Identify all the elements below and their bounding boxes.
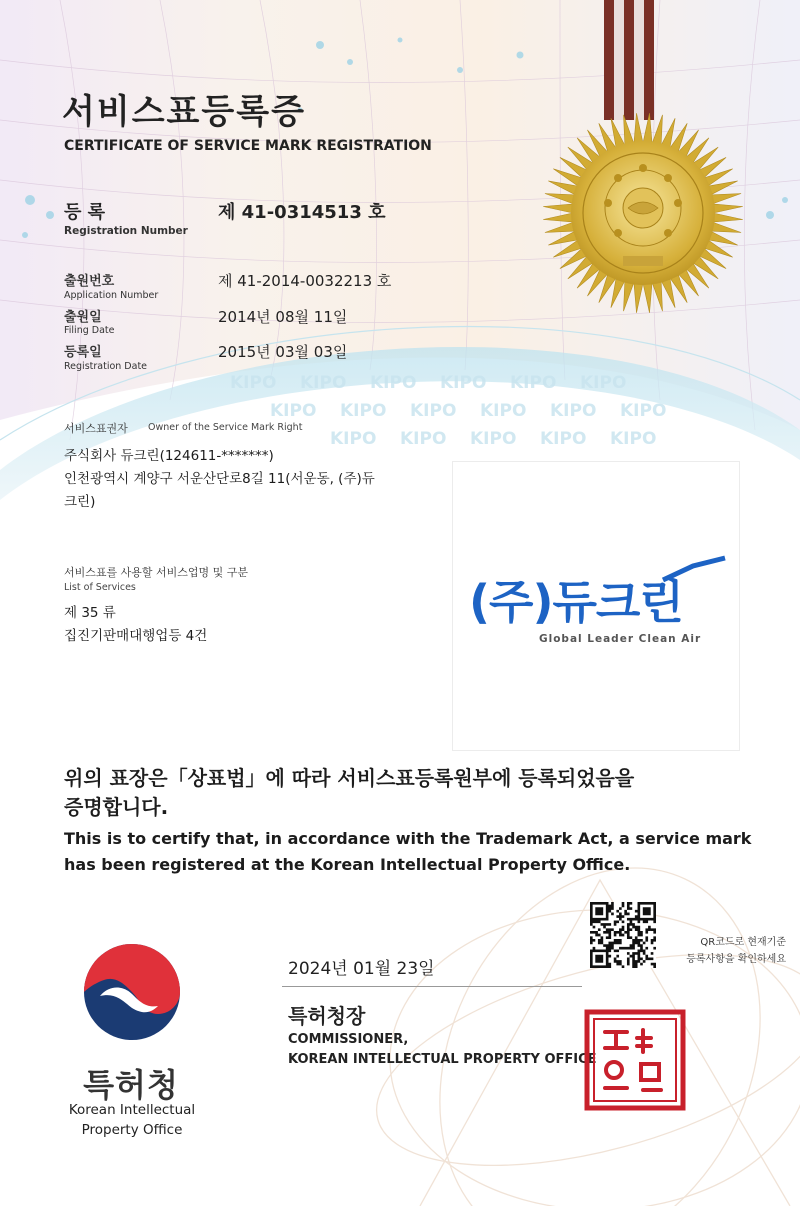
certification-statement-korean [64, 764, 764, 822]
commissioner-line2: KOREAN INTELLECTUAL PROPERTY OFFICE [288, 1052, 597, 1067]
registration-number: 제 41-0314513 호 [218, 202, 386, 223]
commissioner-title-korean: 특허청장 [288, 1004, 366, 1028]
qr-line2: 등록사항을 확인하세요 [686, 954, 786, 965]
duclean-logo [453, 462, 739, 750]
watermark-text: KIPO [340, 401, 387, 421]
services-description: 집진기판매대행업등 4건 [64, 628, 208, 644]
owner-name: 주식회사 듀크린(124611-*******) [64, 448, 274, 464]
registration-sublabel: Registration Number [64, 225, 188, 237]
owner-sublabel: Owner of the Service Mark Right [148, 422, 303, 433]
watermark-text: KIPO [550, 401, 597, 421]
kipo-line1: Korean Intellectual [68, 1102, 196, 1118]
commissioner-title-english [288, 1030, 597, 1070]
watermark-text: KIPO [440, 373, 487, 393]
application-label: 출원번호 [64, 274, 115, 289]
qr-code-icon[interactable] [590, 902, 656, 968]
owner-address-line1: 인천광역시 계양구 서운산단로8길 11(서운동, (주)듀 [64, 471, 375, 487]
commissioner-line1: COMMISSIONER, [288, 1032, 409, 1047]
certificate-title-english: CERTIFICATE OF SERVICE MARK REGISTRATION [64, 138, 432, 154]
logo-tagline: Global Leader Clean Air [539, 633, 702, 645]
services-sublabel: List of Services [64, 582, 136, 593]
ribbon-decoration [604, 0, 654, 120]
issue-date: 2024년 01월 23일 [288, 959, 435, 979]
watermark-text: KIPO [370, 373, 417, 393]
application-number: 제 41-2014-0032213 호 [218, 272, 392, 290]
registration-date: 2015년 03월 03일 [218, 343, 348, 361]
gold-seal-icon [538, 108, 748, 318]
watermark-text: KIPO [230, 373, 277, 393]
divider [282, 986, 582, 987]
watermark-text: KIPO [510, 373, 557, 393]
owner-label: 서비스표권자 [64, 422, 128, 435]
certificate-title: 서비스표등록증 [62, 92, 306, 132]
services-class: 제 35 류 [64, 605, 116, 621]
service-mark-image [452, 461, 740, 751]
registration-date-sublabel: Registration Date [64, 361, 148, 372]
kipo-name-korean: 특허청 [83, 1066, 179, 1104]
watermark-text: KIPO [470, 429, 517, 449]
kipo-line2: Property Office [81, 1122, 183, 1138]
watermark-text: KIPO [410, 401, 457, 421]
certification-korean-line2: 증명합니다. [64, 795, 169, 819]
logo-brand-text: (주)듀크린 [469, 575, 683, 629]
certification-statement-english [64, 826, 784, 878]
filing-label: 출원일 [64, 310, 102, 325]
official-stamp-icon [583, 1008, 687, 1112]
certification-english-line2: has been registered at the Korean Intellectual Property Office. [64, 855, 631, 874]
qr-line1: QR코드로 현재기준 [700, 937, 786, 948]
filing-sublabel: Filing Date [64, 325, 115, 336]
services-label: 서비스표를 사용할 서비스업명 및 구분 [64, 566, 249, 579]
watermark-text: KIPO [270, 401, 317, 421]
watermark-text: KIPO [540, 429, 587, 449]
kipo-name-english [54, 1100, 210, 1140]
watermark-text: KIPO [400, 429, 447, 449]
watermark-text: KIPO [480, 401, 527, 421]
registration-label: 등 록 [64, 202, 106, 223]
watermark-text: KIPO [330, 429, 377, 449]
filing-date: 2014년 08월 11일 [218, 308, 348, 326]
kipo-emblem-icon [80, 940, 184, 1044]
qr-instructions [664, 934, 786, 968]
watermark-text: KIPO [610, 429, 657, 449]
certification-english-line1: This is to certify that, in accordance with the Trademark Act, a service mark [64, 829, 752, 848]
logo-swoosh-icon [663, 558, 725, 580]
registration-date-label: 등록일 [64, 345, 102, 360]
watermark-text: KIPO [620, 401, 667, 421]
watermark-text: KIPO [300, 373, 347, 393]
application-sublabel: Application Number [64, 290, 159, 301]
owner-address-line2: 크린) [64, 494, 96, 510]
certification-korean-line1: 위의 표장은「상표법」에 따라 서비스표등록원부에 등록되었음을 [64, 766, 635, 790]
watermark-text: KIPO [580, 373, 627, 393]
